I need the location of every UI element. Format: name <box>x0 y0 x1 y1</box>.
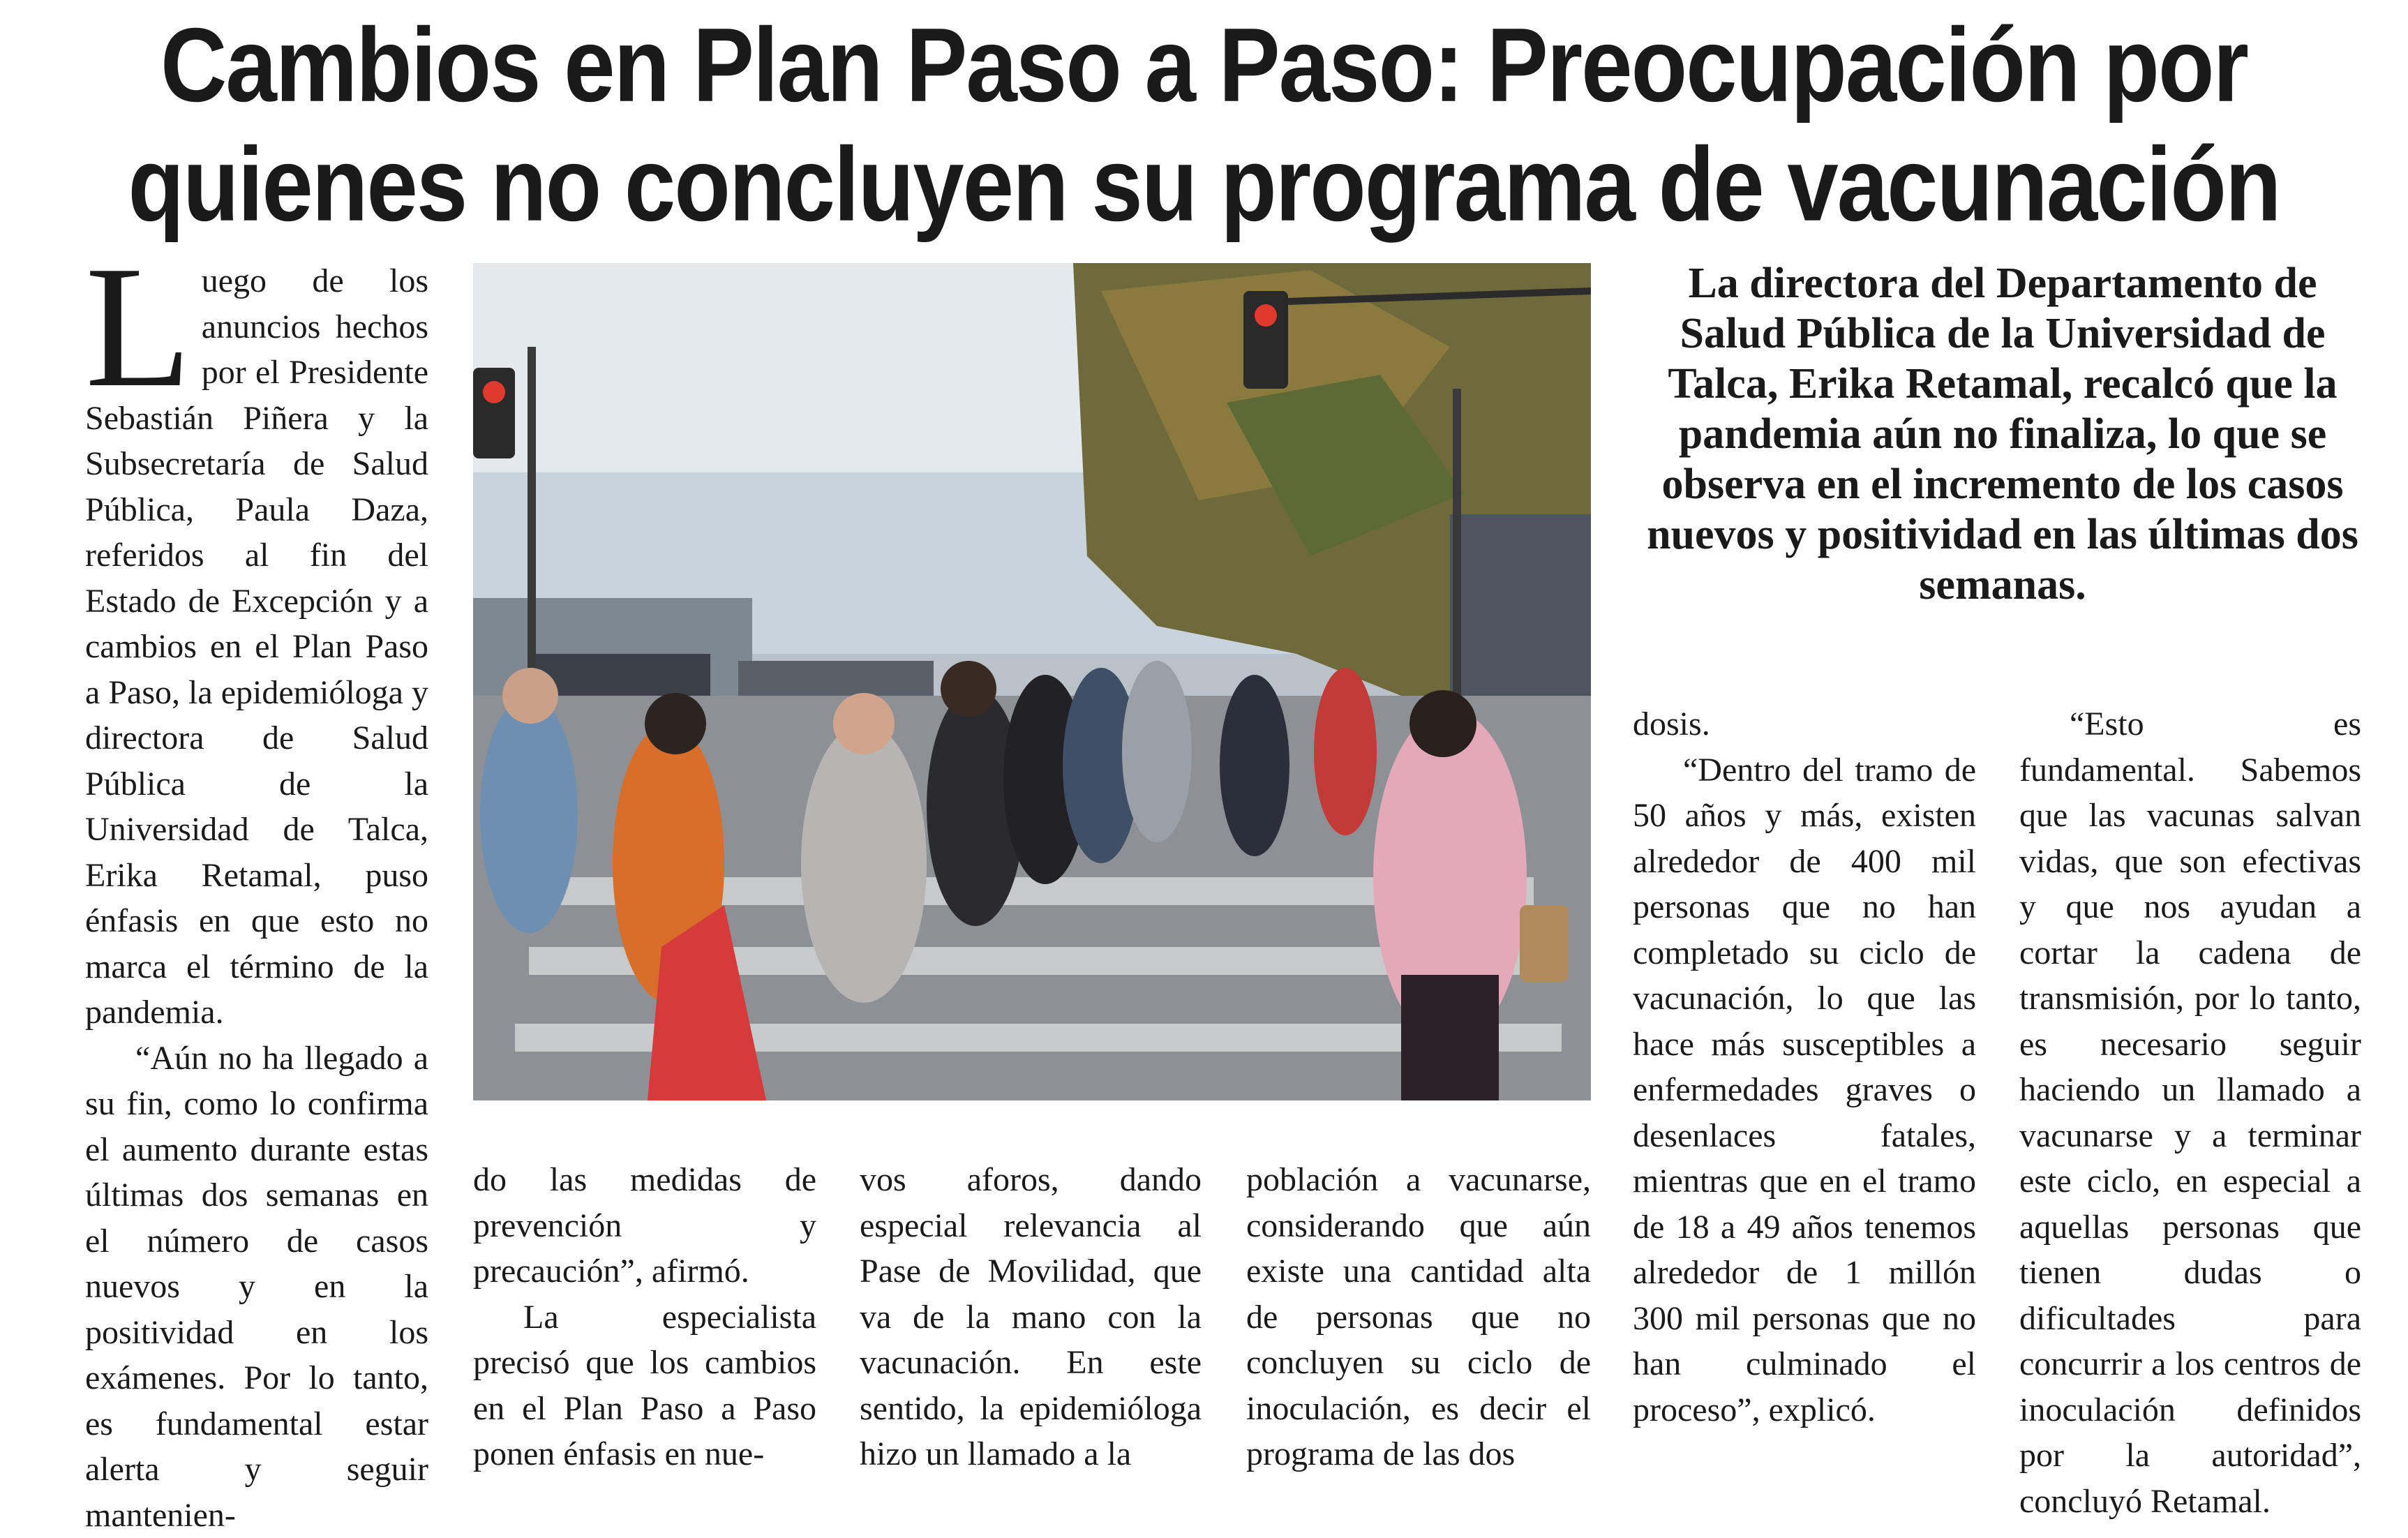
paragraph-3: do las medidas de prevención y precaución”, afirmó. <box>473 1157 816 1294</box>
drop-cap: L <box>85 261 192 394</box>
paragraph-4: La especialista precisó que los cambios en el Plan Paso a Paso ponen énfasis en nue- <box>473 1294 816 1477</box>
column-2 <box>473 1157 816 1477</box>
paragraph-2: “Aún no ha llegado a su fin, como lo confirma el aumento durante estas últimas dos semanas en el número de casos nuevos y en la positividad en los exámenes. Por lo tanto, es fundamental estar alerta y seguir mantenien- <box>85 1036 428 1538</box>
column-1 <box>85 258 428 1538</box>
headline <box>0 6 2408 244</box>
paragraph-1-text: uego de los anuncios hechos por el Presidente Sebastián Piñera y la Subsecretaría de Salud Pública, Paula Daza, referidos al fin del Estado de Excepción y a cambios en el Plan Paso a Paso, la epidemióloga y directora de Salud Pública de la Universidad de Talca, Erika Retamal, puso énfasis en que esto no marca el término de la pandemia. <box>85 262 428 1031</box>
column-4 <box>1246 1157 1591 1477</box>
column-3 <box>860 1157 1202 1477</box>
headline-line-1: Cambios en Plan Paso a Paso: Preocupación por <box>0 6 2408 125</box>
paragraph-5: vos aforos, dando especial relevancia al Pase de Movilidad, que va de la mano con la vacunación. En este sentido, la epidemióloga hizo un llamado a la <box>860 1157 1202 1477</box>
paragraph-1 <box>85 258 428 1036</box>
paragraph-8: “Dentro del tramo de 50 años y más, existen alrededor de 400 mil personas que no han completado su ciclo de vacunación, lo que las hace más susceptibles a enfermedades graves o desenlaces fatales, mientras que en el tramo de 18 a 49 años tenemos alrededor de 1 millón 300 mil personas que no han culminado el proceso”, explicó. <box>1633 747 1976 1433</box>
street-crossing-photo-icon <box>473 263 1591 1100</box>
pull-quote: La directora del Departamento de Salud Pública de la Universidad de Talca, Erika Retamal, recalcó que la pandemia aún no finaliza, lo que se observa en el incremento de los casos nuevos y positividad en las últimas dos semanas. <box>1633 258 2372 610</box>
news-photo <box>473 263 1591 1100</box>
paragraph-6: población a vacunarse, considerando que aún existe una cantidad alta de personas que no concluyen su ciclo de inoculación, es decir el programa de las dos <box>1246 1157 1591 1477</box>
headline-line-2: quienes no concluyen su programa de vacunación <box>0 125 2408 244</box>
column-5 <box>1633 701 1976 1433</box>
paragraph-9: “Esto es fundamental. Sabemos que las vacunas salvan vidas, que son efectivas y que nos ayudan a cortar la cadena de transmisión, por lo tanto, es necesario seguir haciendo un llamado a vacunarse y a terminar este ciclo, en especial a aquellas personas que tienen dudas o dificultades para concurrir a los centros de inoculación definidos por la autoridad”, concluyó Retamal. <box>2019 701 2361 1524</box>
column-6 <box>2019 701 2361 1524</box>
paragraph-7: dosis. <box>1633 701 1976 747</box>
